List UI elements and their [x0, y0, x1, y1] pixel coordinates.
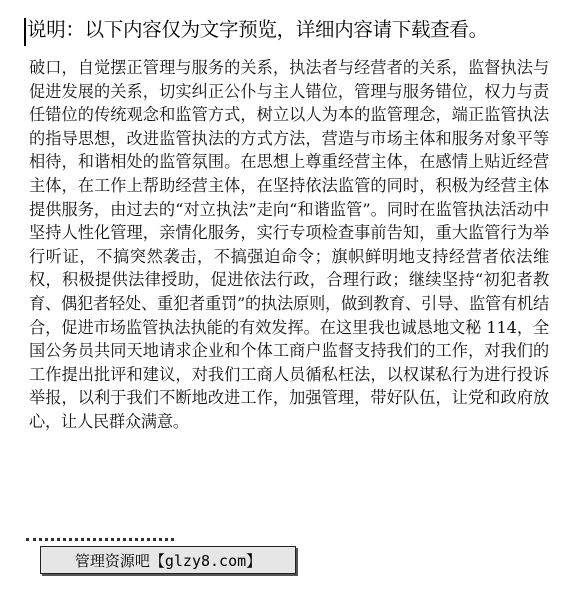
dotted-divider	[26, 538, 174, 541]
text-cursor	[24, 18, 26, 46]
preview-notice: 说明：以下内容仅为文字预览，详细内容请下载查看。	[27, 18, 488, 41]
site-link-button[interactable]: 管理资源吧【glzy8.com】	[40, 546, 296, 574]
document-body: 破口，自觉摆正管理与服务的关系，执法者与经营者的关系，监督执法与促进发展的关系，切实纠正公仆与主人错位，管理与服务错位，权力与责任错位的传统观念和监管方式，树立以人为本的监管理念，端正监管执法的指导思想，改进监管执法的方式方法，营造与市场主体和服务对象平等相待，和谐相处的监管氛围。在思想上尊重经营主体，在感情上贴近经营主体，在工作上帮助经营主体，在坚持依法监管的同时，积极为经营主体提供服务，由过去的“对立执法”走向“和谐监管”。同时在监管执法活动中坚持人性化管理，亲情化服务，实行专项检查事前告知，重大监管行为举行听证，不搞突然袭击，不搞强迫命令；旗帜鲜明地支持经营者依法维权，积极提供法律授助，促进依法行政，合理行政；继续坚持“初犯者教育、偶犯者轻处、重犯者重罚”的执法原则，做到教育、引导、监管有机结合，促进市场监管执法执能的有效发挥。在这里我也诚恳地文秘 114，全国公务员共同天地请求企业和个体工商户监督支持我们的工作，对我们的工作提出批评和建议，对我们工商人员循私枉法，以权谋私行为进行投诉举报，以利于我们不断地改进工作，加强管理，带好队伍，让党和政府放心，让人民群众满意。	[29, 58, 549, 431]
